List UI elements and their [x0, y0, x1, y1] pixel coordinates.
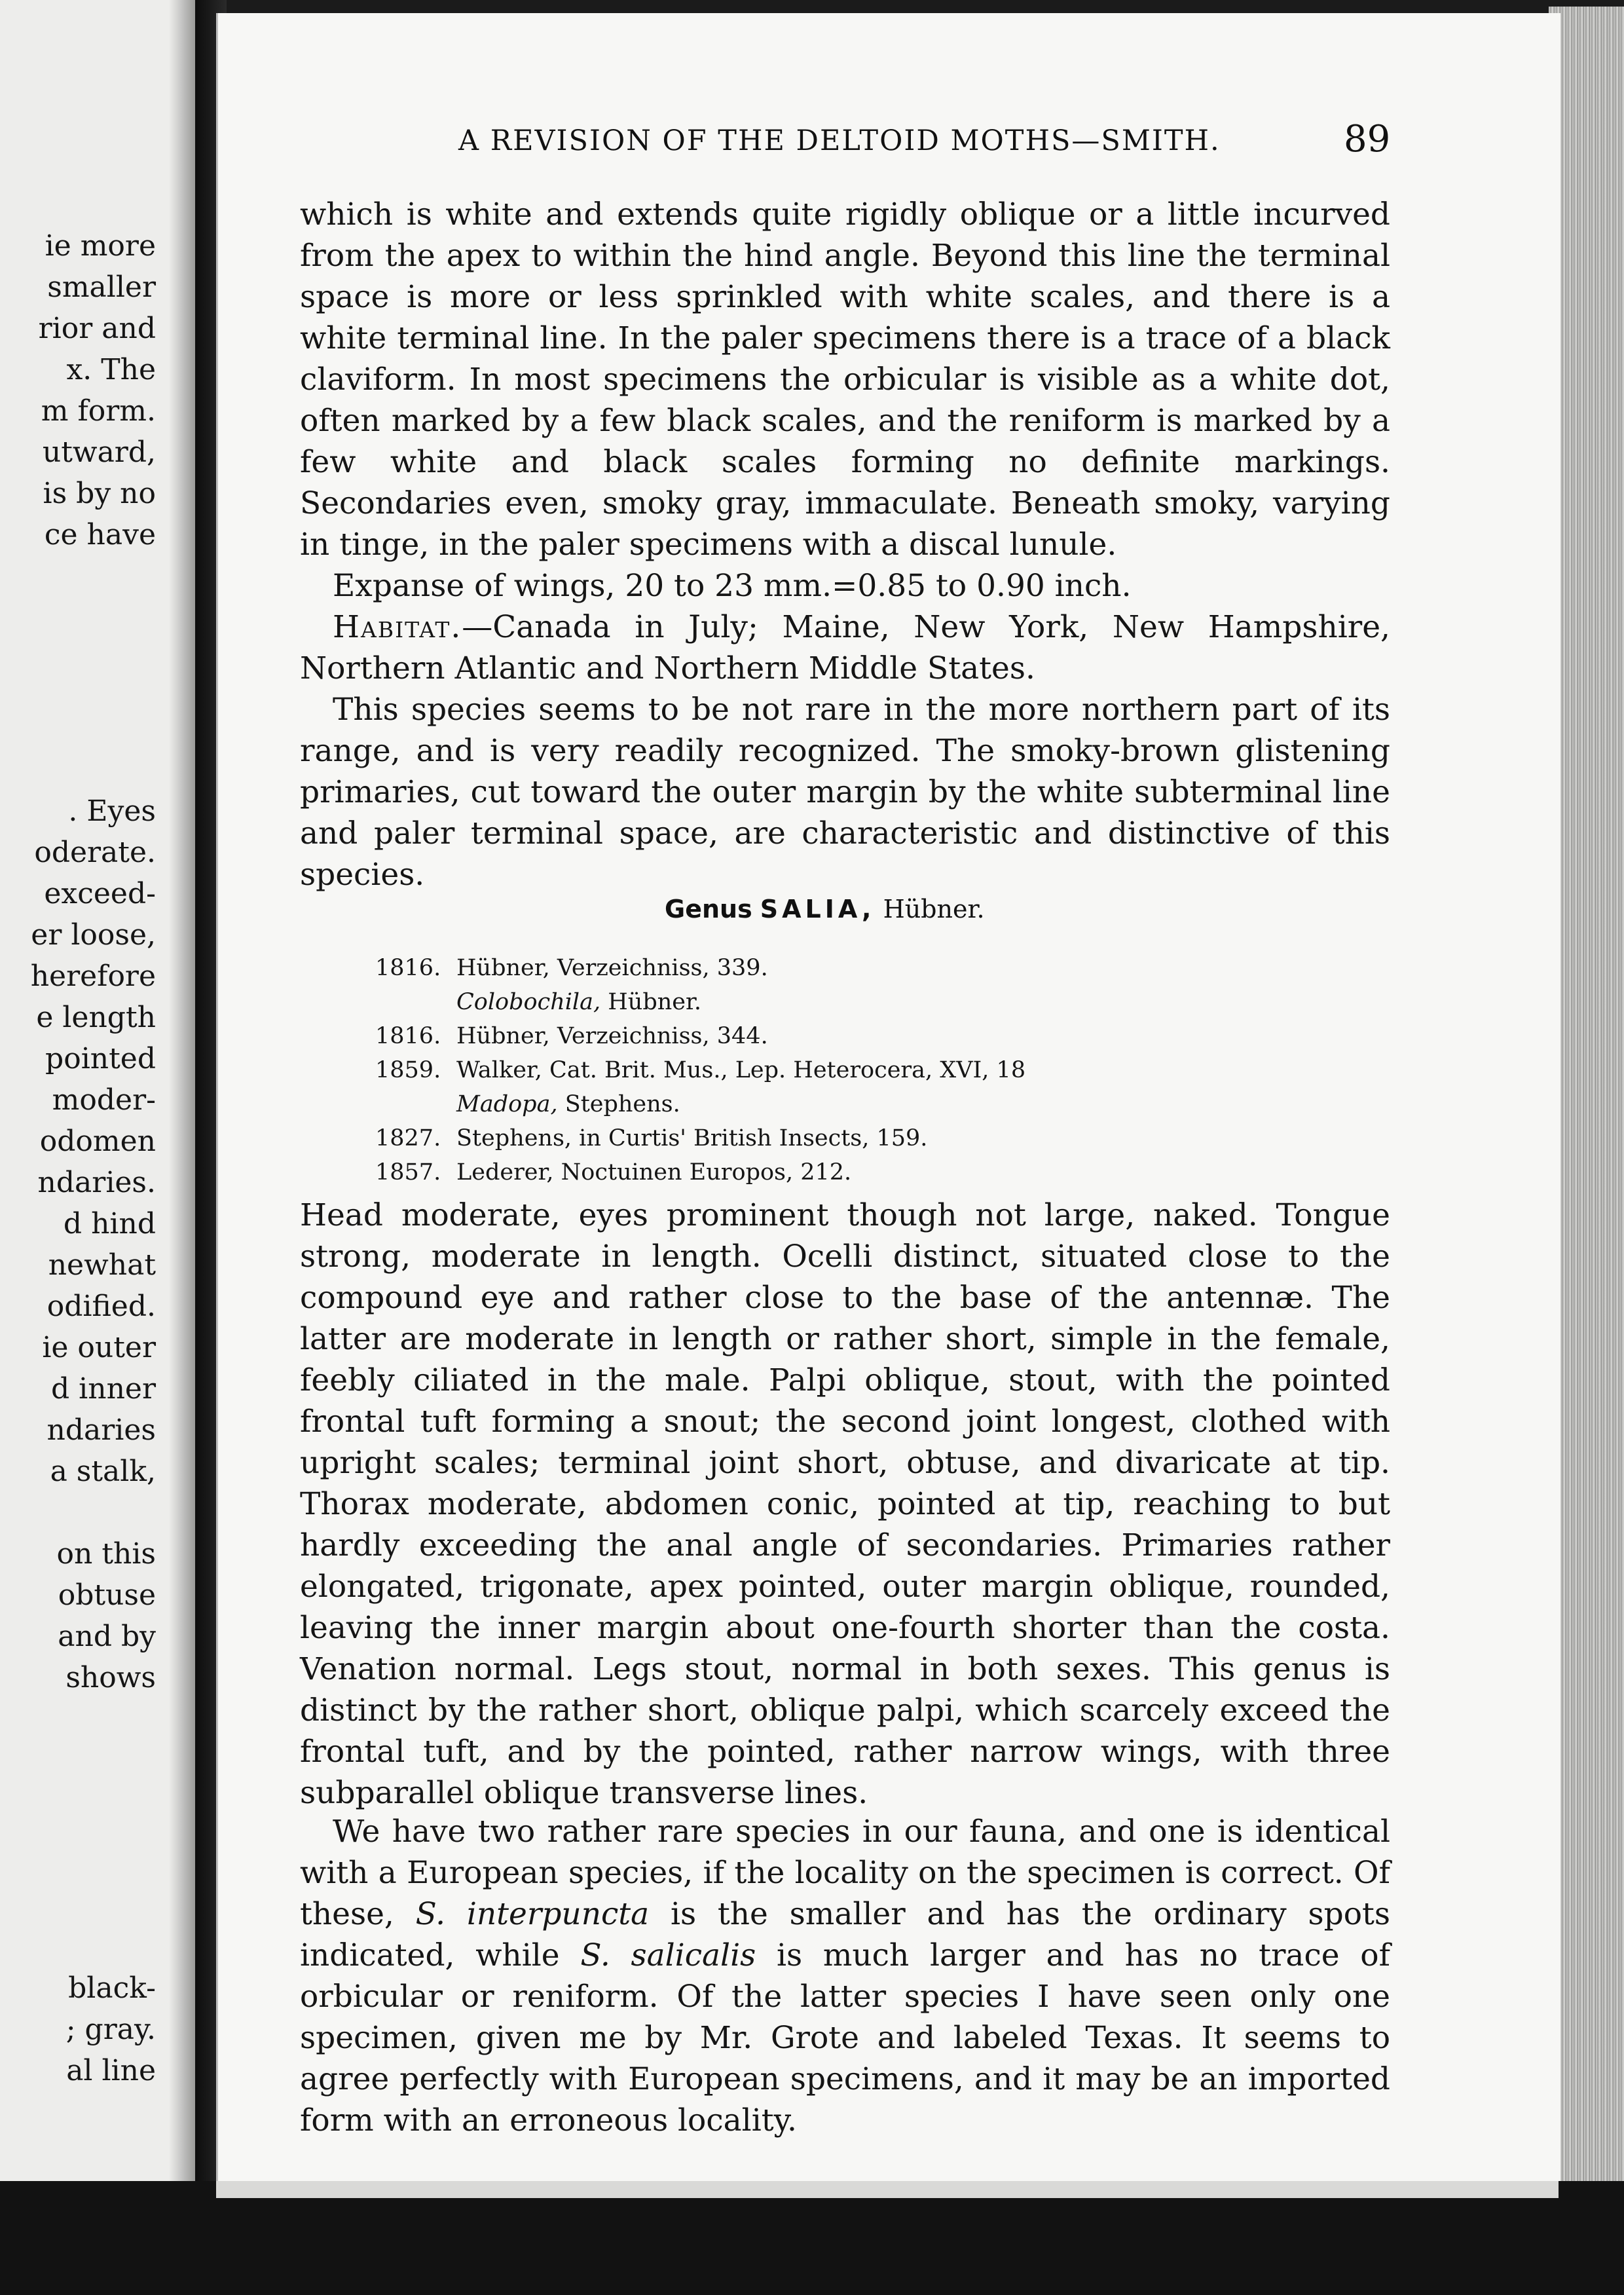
facing-page-line: smaller: [47, 271, 156, 304]
reference-list: [375, 951, 1161, 1189]
facing-page-line: is by no: [43, 477, 156, 510]
habitat-label: Habitat.: [333, 609, 462, 645]
paragraph-continuation: which is white and extends quite rigidly oblique or a little incurved from the apex to within the hind angle. Beyond this line the terminal space is more or less sprinkled with white scales, and there is a white terminal line. In the paler specimens there is a trace of a black claviform. In most specimens the orbicular is visible as a white dot, often marked by a few black scales, and the reniform is marked by a few white and black scales forming no definite markings. Secondaries even, smoky gray, immaculate. Beneath smoky, varying in tinge, in the paler specimens with a discal lunule.: [300, 196, 1390, 563]
reference-text: Stephens, in Curtis' British Insects, 159.: [456, 1125, 928, 1151]
paragraph-species-notes: This species seems to be not rare in the more northern part of its range, and is very readily recognized. The smoky-brown glistening primaries, cut toward the outer margin by the white subterminal line and paler terminal space, are characteristic and distinctive of this species.: [300, 692, 1390, 893]
facing-page-line: al line: [66, 2054, 156, 2087]
facing-page-line: e length: [36, 1001, 156, 1034]
summary-part-1: We have two rather rare species in our fauna, and one is identical with a European species, if the locality on the specimen is correct. Of these,: [300, 1814, 1390, 1932]
paragraph-habitat: [300, 606, 1390, 689]
synonym-author: Stephens.: [564, 1091, 680, 1117]
facing-page-line: utward,: [42, 436, 156, 469]
facing-page-line: m form.: [41, 394, 156, 428]
facing-page-line: d hind: [63, 1207, 156, 1241]
facing-page-line: black-: [68, 1971, 156, 2005]
scan-bottom-band: [0, 2181, 1624, 2295]
facing-page-line: odomen: [39, 1125, 156, 1158]
reference-item: [375, 1121, 1161, 1155]
facing-page-line: ; gray.: [65, 2013, 156, 2046]
synonym-author: Hübner.: [608, 989, 701, 1015]
facing-page-line: newhat: [48, 1248, 156, 1282]
paragraph-species-summary: [300, 1811, 1390, 2141]
reference-item: [375, 951, 1161, 985]
synonym-name: Colobochila,: [456, 989, 601, 1015]
facing-page-line: rior and: [38, 312, 156, 345]
reference-text: Hübner, Verzeichniss, 339.: [456, 955, 768, 981]
species-name-salicalis: S. salicalis: [580, 1937, 756, 1973]
summary-part-2: is the smaller and has the ordinary spots indicated, while: [300, 1896, 1390, 1973]
genus-heading: [665, 895, 985, 924]
facing-page-line: oderate.: [34, 836, 156, 869]
running-head: A REVISION OF THE DELTOID MOTHS—SMITH.: [458, 124, 1221, 157]
reference-text: Walker, Cat. Brit. Mus., Lep. Heterocera, XVI, 18: [456, 1057, 1026, 1083]
reference-year: 1827.: [375, 1125, 441, 1151]
facing-page: [0, 0, 195, 2181]
reference-text: Hübner, Verzeichniss, 344.: [456, 1023, 768, 1049]
genus-name: SALIA,: [760, 895, 876, 924]
paragraph-expanse: Expanse of wings, 20 to 23 mm.=0.85 to 0.90 inch.: [333, 568, 1132, 604]
genus-author: Hübner.: [883, 895, 985, 924]
facing-page-line: er loose,: [31, 918, 156, 952]
page-number: 89: [1344, 118, 1391, 160]
facing-page-line: on this: [56, 1537, 156, 1571]
facing-page-line: exceed-: [44, 877, 156, 910]
spine-shadow: [169, 0, 195, 2181]
reference-text: Lederer, Noctuinen Europos, 212.: [456, 1159, 852, 1185]
reference-year: 1859.: [375, 1057, 441, 1083]
facing-page-line: a stalk,: [50, 1455, 156, 1488]
facing-page-line: ce have: [44, 518, 156, 551]
facing-page-line: ndaries: [46, 1413, 156, 1447]
facing-page-line: ndaries.: [37, 1166, 156, 1199]
facing-page-line: pointed: [45, 1042, 156, 1075]
species-name-interpuncta: S. interpuncta: [415, 1896, 650, 1932]
facing-page-line: herefore: [30, 960, 156, 993]
facing-page-line: odified.: [46, 1290, 156, 1323]
reference-item: [375, 1053, 1161, 1087]
reference-year: 1816.: [375, 1023, 441, 1049]
facing-page-line: ie outer: [42, 1331, 156, 1364]
habitat-text: —Canada in July; Maine, New York, New Hampshire, Northern Atlantic and Northern Middle States.: [300, 609, 1390, 686]
genus-description: Head moderate, eyes prominent though not large, naked. Tongue strong, moderate in length. Ocelli distinct, situated close to the compound eye and rather close to the base of the antennæ. The latter are moderate in length or rather short, simple in the female, feebly ciliated in the male. Palpi oblique, stout, with the pointed frontal tuft forming a snout; the second joint longest, clothed with upright scales; terminal joint short, obtuse, and divaricate at tip. Thorax moderate, abdomen conic, pointed at tip, reaching to but hardly exceeding the anal angle of secondaries. Primaries rather elongated, trigonate, apex pointed, outer margin oblique, rounded, leaving the inner margin about one-fourth shorter than the costa. Venation normal. Legs stout, normal in both sexes. This genus is distinct by the rather short, oblique palpi, which scarcely exceed the frontal tuft, and by the pointed, rather narrow wings, with three subparallel oblique transverse lines.: [300, 1197, 1390, 1811]
synonym-item: [375, 1087, 1161, 1121]
reference-item: [375, 1019, 1161, 1053]
reference-item: [375, 1155, 1161, 1189]
synonym-name: Madopa,: [456, 1091, 558, 1117]
facing-page-line: moder-: [52, 1083, 156, 1117]
facing-page-line: . Eyes: [68, 794, 156, 828]
page-bottom-edge: [216, 2181, 1559, 2198]
reference-year: 1816.: [375, 955, 441, 981]
facing-page-line: ie more: [45, 229, 156, 263]
summary-part-3: is much larger and has no trace of orbicular or reniform. Of the latter species I have seen only one specimen, given me by Mr. Grote and labeled Texas. It seems to agree perfectly with European specimens, and it may be an imported form with an erroneous locality.: [300, 1937, 1390, 2138]
genus-label: Genus: [665, 895, 752, 924]
facing-page-line: obtuse: [58, 1578, 156, 1612]
synonym-item: [375, 985, 1161, 1019]
facing-page-line: d inner: [51, 1372, 156, 1406]
facing-page-line: and by: [58, 1620, 156, 1653]
facing-page-line: x. The: [66, 353, 156, 386]
reference-year: 1857.: [375, 1159, 441, 1185]
facing-page-line: shows: [65, 1661, 156, 1694]
